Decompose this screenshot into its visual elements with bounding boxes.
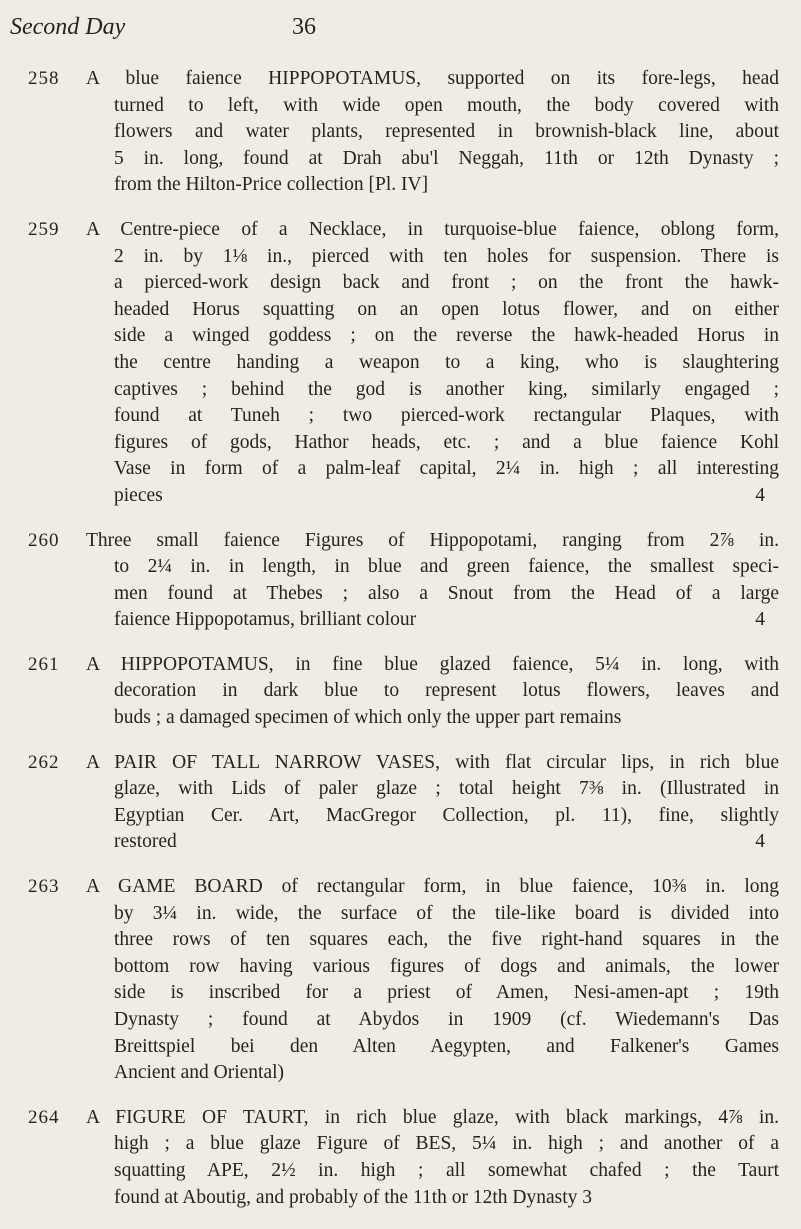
lot-description-line <box>86 829 779 856</box>
line-text: to 2¼ in. in length, in blue and green faience, the smallest speci- <box>114 556 779 578</box>
line-text: captives ; behind the god is another king, similarly engaged ; <box>114 378 779 400</box>
line-text: A PAIR OF TALL NARROW VASES, with flat circular lips, in rich blue <box>86 751 779 773</box>
line-text: turned to left, with wide open mouth, the body covered with <box>114 94 779 116</box>
line-text: from the Hilton-Price collection [Pl. IV] <box>114 174 429 196</box>
lot-description-line <box>86 678 779 705</box>
lot-description-line <box>86 776 779 803</box>
lot-description <box>86 874 779 1087</box>
lot-description <box>86 528 779 634</box>
line-text: restored <box>114 831 177 853</box>
line-text: by 3¼ in. wide, the surface of the tile-like board is divided into <box>114 902 779 924</box>
lot-description-line <box>86 93 779 120</box>
page-number: 36 <box>292 14 316 40</box>
lot-number: 258 <box>28 68 60 89</box>
lot-description-line <box>86 244 779 271</box>
line-text: Vase in form of a palm-leaf capital, 2¼ in. high ; all interesting <box>114 458 779 480</box>
lot-description-line <box>86 954 779 981</box>
line-text: decoration in dark blue to represent lotus flowers, leaves and <box>114 680 779 702</box>
line-text: buds ; a damaged specimen of which only the upper part remains <box>114 707 622 729</box>
lot-price: 4 <box>755 831 765 853</box>
lot-description-line <box>86 874 779 901</box>
line-text: the centre handing a weapon to a king, who is slaughtering <box>114 351 779 373</box>
line-text: side is inscribed for a priest of Amen, Nesi-amen-apt ; 19th <box>114 982 779 1004</box>
line-text: flowers and water plants, represented in brownish-black line, about <box>114 121 779 143</box>
lot-description-line <box>86 1060 779 1087</box>
lot-description-line <box>86 66 779 93</box>
lot-description-line <box>86 1131 779 1158</box>
page-header <box>10 14 440 44</box>
lot-entry <box>0 874 801 1087</box>
lot-description-line <box>86 430 779 457</box>
lot-entry <box>0 66 801 199</box>
line-text: A blue faience HIPPOPOTAMUS, supported on its fore-legs, head <box>86 68 779 89</box>
lot-description-line <box>86 980 779 1007</box>
line-text: glaze, with Lids of paler glaze ; total height 7⅜ in. (Illustrated in <box>114 778 779 800</box>
line-text: A GAME BOARD of rectangular form, in blue faience, 10⅜ in. long <box>86 876 779 898</box>
lot-description-line <box>86 528 779 555</box>
lot-description-line <box>86 1007 779 1034</box>
line-text: A HIPPOPOTAMUS, in fine blue glazed faience, 5¼ in. long, with <box>86 653 779 675</box>
lot-description-line <box>86 803 779 830</box>
lot-description-line <box>86 607 779 634</box>
lot-description-line <box>86 1158 779 1185</box>
lot-description-line <box>86 554 779 581</box>
lot-description-line <box>86 581 779 608</box>
lot-description-line <box>86 901 779 928</box>
line-text: found at Aboutig, and probably of the 11th or 12th Dynasty 3 <box>114 1186 593 1208</box>
line-text: figures of gods, Hathor heads, etc. ; and a blue faience Kohl <box>114 431 779 453</box>
lot-description-line <box>86 297 779 324</box>
lot-description-line <box>86 1105 779 1132</box>
lot-description-line <box>86 323 779 350</box>
line-text: three rows of ten squares each, the five right-hand squares in the <box>114 929 779 951</box>
line-text: A FIGURE OF TAURT, in rich blue glaze, with black markings, 4⅞ in. <box>86 1106 779 1128</box>
line-text: squatting APE, 2½ in. high ; all somewhat chafed ; the Taurt <box>114 1159 779 1181</box>
lot-description-line <box>86 403 779 430</box>
lot-description-line <box>86 270 779 297</box>
line-text: a pierced-work design back and front ; on the front the hawk- <box>114 272 779 294</box>
lot-number: 261 <box>28 653 60 675</box>
line-text: 5 in. long, found at Drah abu'l Neggah, 11th or 12th Dynasty ; <box>114 147 779 169</box>
line-text: Egyptian Cer. Art, MacGregor Collection, pl. 11), fine, slightly <box>114 804 779 826</box>
lot-description-line <box>86 483 779 510</box>
line-text: found at Tuneh ; two pierced-work rectangular Plaques, with <box>114 405 779 427</box>
lot-price: 4 <box>755 609 765 631</box>
line-text: faience Hippopotamus, brilliant colour <box>114 609 417 631</box>
lot-description-line <box>86 927 779 954</box>
lot-description <box>86 750 779 856</box>
lot-entry <box>0 750 801 856</box>
line-text: 2 in. by 1⅛ in., pierced with ten holes for suspension. There is <box>114 245 779 267</box>
line-text: headed Horus squatting on an open lotus flower, and on either <box>114 298 779 320</box>
lot-description-line <box>86 377 779 404</box>
line-text: A Centre-piece of a Necklace, in turquoise-blue faience, oblong form, <box>86 218 779 240</box>
lot-description-line <box>86 146 779 173</box>
line-text: bottom row having various figures of dogs and animals, the lower <box>114 955 779 977</box>
line-text: Ancient and Oriental) <box>114 1062 285 1084</box>
line-text: side a winged goddess ; on the reverse the hawk-headed Horus in <box>114 325 779 347</box>
lot-description-line <box>86 1185 779 1212</box>
lot-number: 260 <box>28 529 60 551</box>
lot-entry <box>0 217 801 510</box>
lot-list <box>0 66 801 1229</box>
lot-description-line <box>86 350 779 377</box>
lot-entry <box>0 652 801 732</box>
line-text: Dynasty ; found at Abydos in 1909 (cf. Wiedemann's Das <box>114 1009 779 1030</box>
lot-entry <box>0 1105 801 1211</box>
lot-description <box>86 66 779 199</box>
line-text: men found at Thebes ; also a Snout from the Head of a large <box>114 582 779 604</box>
lot-description <box>86 652 779 732</box>
lot-description-line <box>86 217 779 244</box>
lot-price: 4 <box>755 484 765 506</box>
lot-description-line <box>86 172 779 199</box>
lot-description-line <box>86 119 779 146</box>
lot-number: 264 <box>28 1106 60 1128</box>
line-text: Breittspiel bei den Alten Aegypten, and Falkener's Games <box>114 1035 779 1057</box>
lot-description-line <box>86 705 779 732</box>
lot-description-line <box>86 750 779 777</box>
lot-description-line <box>86 652 779 679</box>
running-head: Second Day <box>10 14 126 40</box>
lot-number: 262 <box>28 751 60 773</box>
lot-number: 263 <box>28 876 60 898</box>
lot-description <box>86 1105 779 1211</box>
line-text: Three small faience Figures of Hippopotami, ranging from 2⅞ in. <box>86 529 779 551</box>
lot-entry <box>0 528 801 634</box>
line-text: pieces <box>114 484 163 506</box>
lot-number: 259 <box>28 218 60 240</box>
line-text: high ; a blue glaze Figure of BES, 5¼ in. high ; and another of a <box>114 1133 779 1155</box>
lot-description-line <box>86 1034 779 1061</box>
lot-description-line <box>86 456 779 483</box>
lot-description <box>86 217 779 510</box>
